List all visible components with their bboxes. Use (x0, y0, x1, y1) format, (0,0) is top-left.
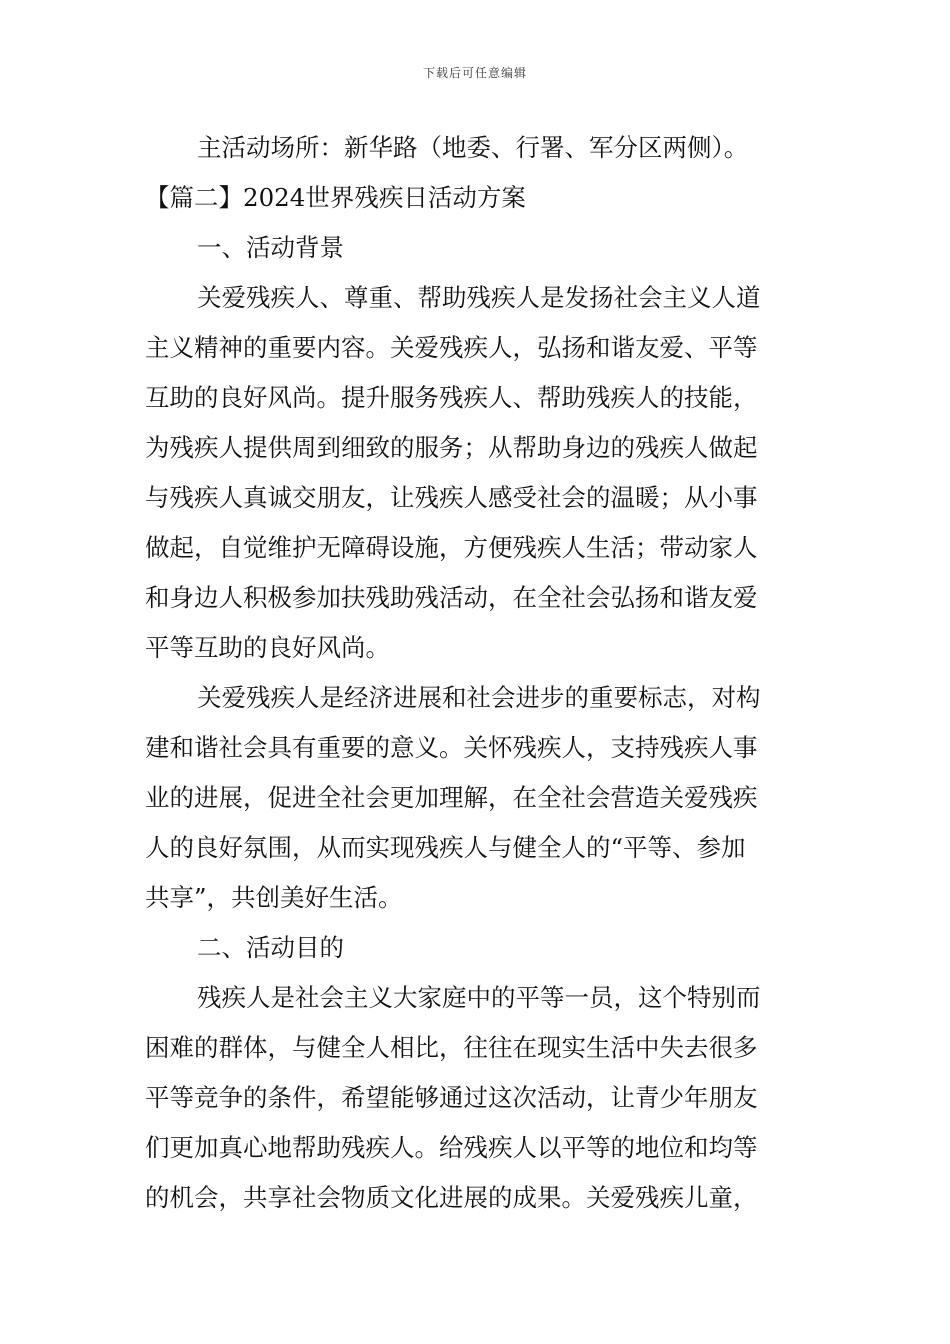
paragraph-line: 们更加真心地帮助残疾人。给残疾人以平等的地位和均等 (145, 1133, 758, 1162)
section-heading: 一、活动背景 (197, 233, 344, 262)
paragraph-line: 平等互助的良好风尚。 (145, 633, 390, 662)
paragraph-line: 做起，自觉维护无障碍设施，方便残疾人生活；带动家人 (145, 533, 758, 562)
paragraph-line: 平等竞争的条件，希望能够通过这次活动，让青少年朋友 (145, 1083, 758, 1112)
paragraph-line: 共享”，共创美好生活。 (145, 883, 403, 912)
page-header: 下载后可任意编辑 (422, 66, 527, 80)
section-heading: 二、活动目的 (197, 933, 344, 962)
paragraph-line: 为残疾人提供周到细致的服务；从帮助身边的残疾人做起 (145, 433, 758, 462)
paragraph-line: 和身边人积极参加扶残助残活动，在全社会弘扬和谐友爱 (145, 583, 758, 612)
paragraph-line: 关爱残疾人是经济进展和社会进步的重要标志，对构 (197, 683, 761, 712)
paragraph-line: 困难的群体，与健全人相比，往往在现实生活中失去很多 (145, 1033, 758, 1062)
section-title: 【篇二】2024世界残疾日活动方案 (145, 183, 526, 212)
paragraph-line: 关爱残疾人、尊重、帮助残疾人是发扬社会主义人道 (197, 283, 761, 312)
paragraph-line: 互助的良好风尚。提升服务残疾人、帮助残疾人的技能， (145, 383, 758, 412)
paragraph-line: 主活动场所：新华路（地委、行署、军分区两侧）。 (197, 133, 749, 162)
document-body (145, 123, 810, 1223)
paragraph-line: 建和谐社会具有重要的意义。关怀残疾人，支持残疾人事 (145, 733, 758, 762)
paragraph-line: 人的良好氛围，从而实现残疾人与健全人的“平等、参加 (145, 833, 746, 862)
paragraph-line: 的机会，共享社会物质文化进展的成果。关爱残疾儿童， (145, 1183, 758, 1212)
paragraph-line: 残疾人是社会主义大家庭中的平等一员，这个特别而 (197, 983, 761, 1012)
paragraph-line: 与残疾人真诚交朋友，让残疾人感受社会的温暖；从小事 (145, 483, 758, 512)
paragraph-line: 业的进展，促进全社会更加理解，在全社会营造关爱残疾 (145, 783, 758, 812)
paragraph-line: 主义精神的重要内容。关爱残疾人，弘扬和谐友爱、平等 (145, 333, 758, 362)
